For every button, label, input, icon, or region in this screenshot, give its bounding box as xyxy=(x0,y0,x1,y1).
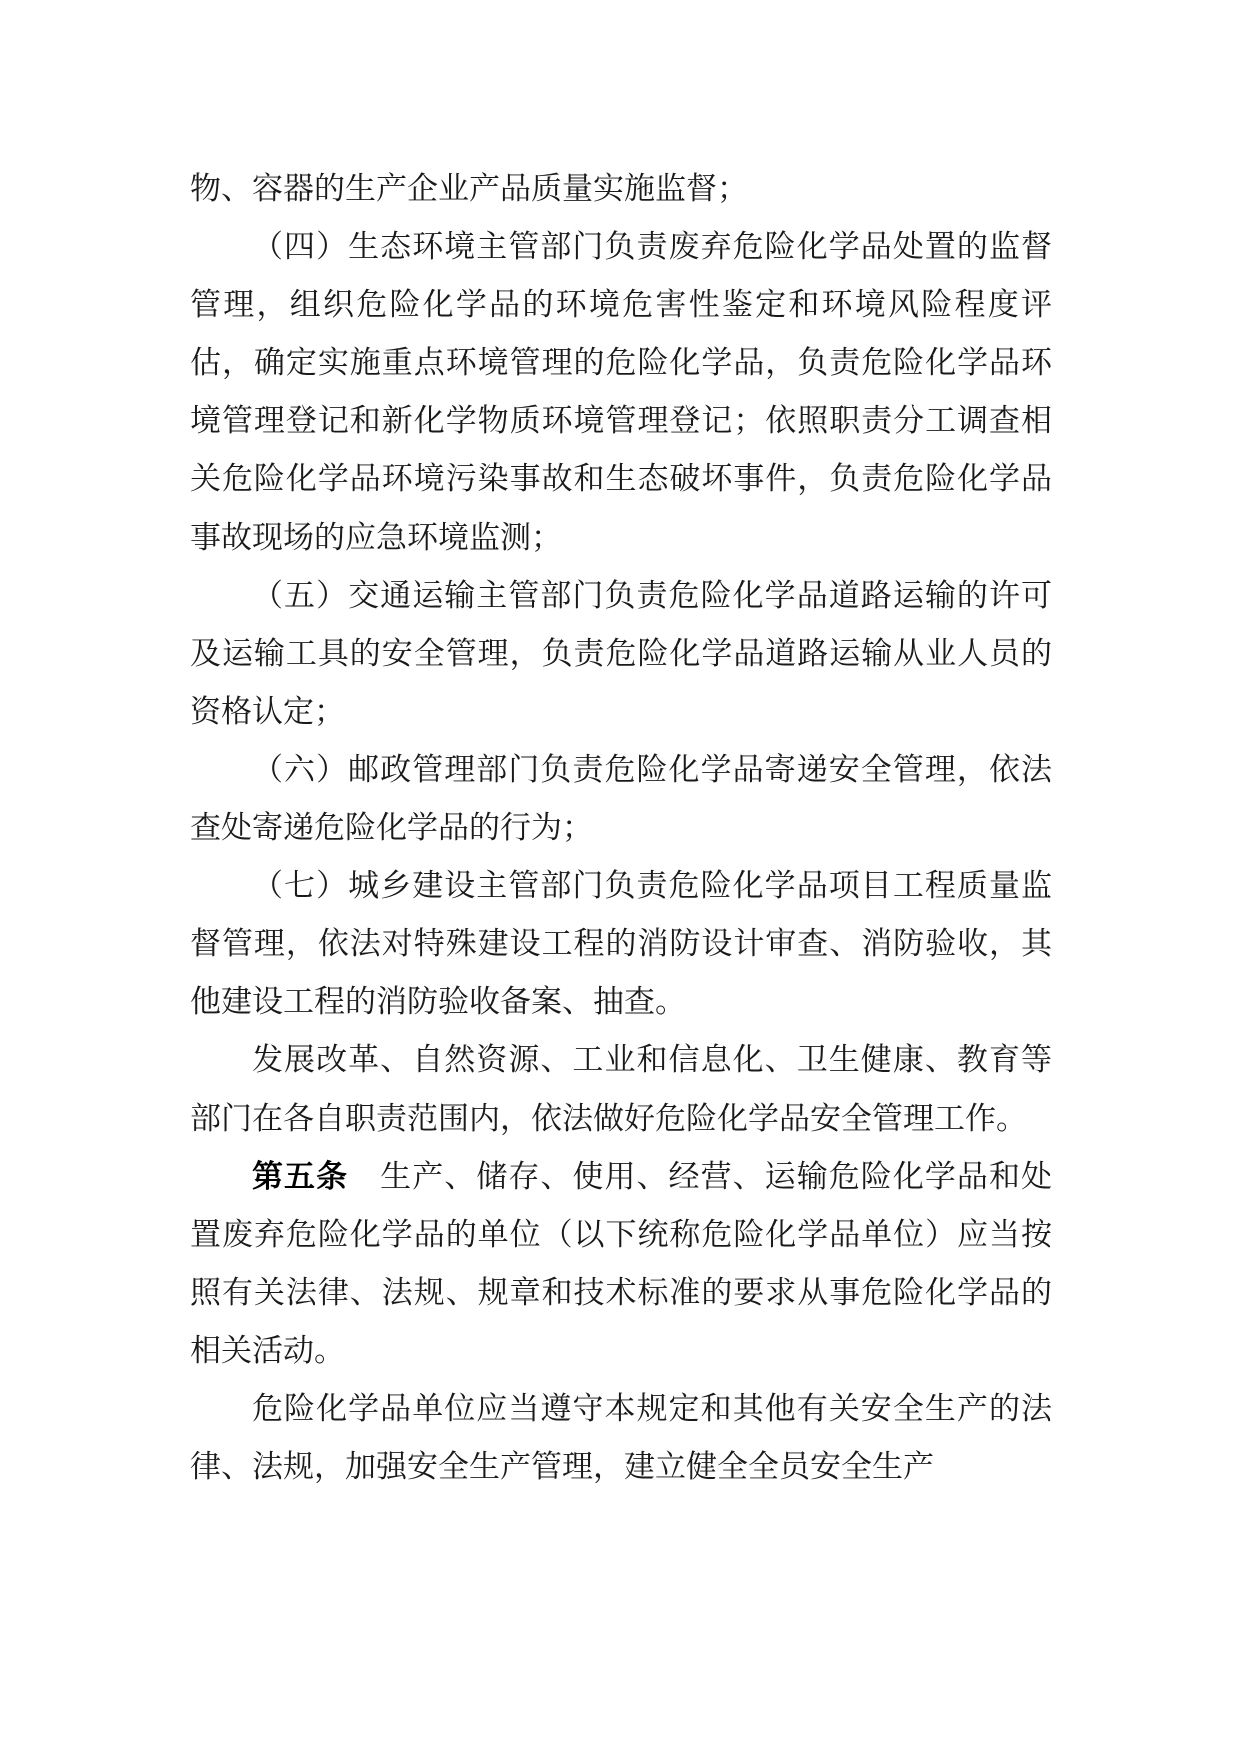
article-5-paragraph-2: 危险化学品单位应当遵守本规定和其他有关安全生产的法律、法规，加强安全生产管理，建立健全全员安全生产 xyxy=(190,1390,1052,1486)
paragraph-item-4: （四）生态环境主管部门负责废弃危险化学品处置的监督管理，组织危险化学品的环境危害性鉴定和环境风险程度评估，确定实施重点环境管理的危险化学品，负责危险化学品环境管理登记和新化学物质环境管理登记；依照职责分工调查相关危险化学品环境污染事故和生态破坏事件，负责危险化学品事故现场的应急环境监测； xyxy=(190,229,1052,556)
document-body xyxy=(190,160,1052,1496)
paragraph-item-7: （七）城乡建设主管部门负责危险化学品项目工程质量监督管理，依法对特殊建设工程的消防设计审查、消防验收，其他建设工程的消防验收备案、抽查。 xyxy=(190,868,1052,1021)
paragraph-item-6: （六）邮政管理部门负责危险化学品寄递安全管理，依法查处寄递危险化学品的行为； xyxy=(190,751,1052,847)
paragraph-item-5: （五）交通运输主管部门负责危险化学品道路运输的许可及运输工具的安全管理，负责危险化学品道路运输从业人员的资格认定； xyxy=(190,577,1052,730)
article-5-paragraph-1 xyxy=(190,1148,1052,1380)
article-5-text: 生产、储存、使用、经营、运输危险化学品和处置废弃危险化学品的单位（以下统称危险化学品单位）应当按照有关法律、法规、规章和技术标准的要求从事危险化学品的相关活动。 xyxy=(190,1158,1053,1369)
article-5-gap xyxy=(348,1159,380,1195)
article-5-heading: 第五条 xyxy=(252,1158,349,1195)
paragraph-continuation: 物、容器的生产企业产品质量实施监督； xyxy=(190,171,748,207)
paragraph-other-departments: 发展改革、自然资源、工业和信息化、卫生健康、教育等部门在各自职责范围内，依法做好危险化学品安全管理工作。 xyxy=(190,1042,1052,1137)
